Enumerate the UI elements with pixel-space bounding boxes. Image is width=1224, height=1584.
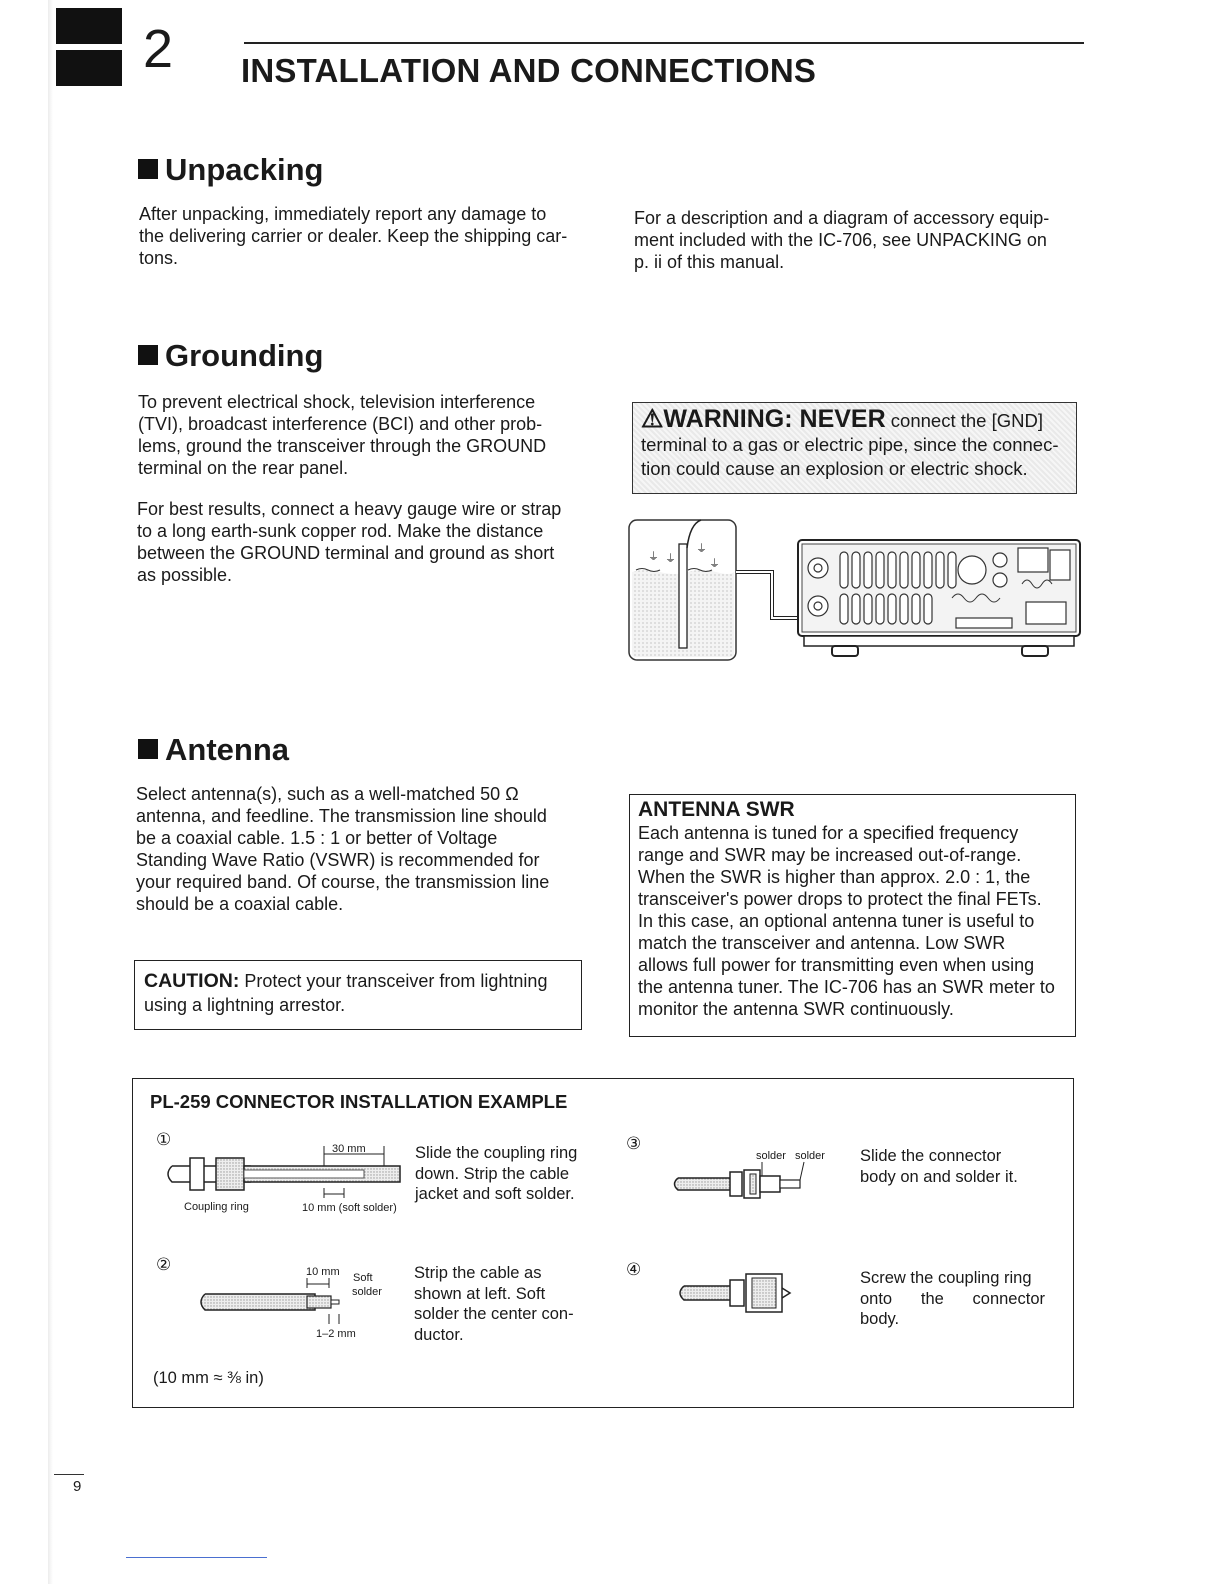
step-3-text: Slide the connector body on and solder it. <box>860 1147 1018 1186</box>
antenna-swr-title: ANTENNA SWR <box>638 798 795 821</box>
warning-triangle-icon: ⚠ <box>641 405 664 433</box>
ground-rod-illustration <box>629 520 736 660</box>
unpacking-heading: Unpacking <box>138 152 323 188</box>
transceiver-rear-illustration <box>798 540 1080 656</box>
warning-line-2: terminal to a gas or electric pipe, since the connec- <box>641 434 1059 455</box>
unpacking-right-text: For a description and a diagram of accessory equip- ment included with the IC-706, see UNPACKING on p. ii of this manual. <box>634 208 1050 272</box>
page-number: 9 <box>73 1478 82 1495</box>
svg-text:⏚: ⏚ <box>696 542 707 555</box>
grounding-para-2: For best results, connect a heavy gauge wire or strap to a long earth-sunk copper rod. Make the distance between the GROUND terminal and ground as short as possible. <box>137 499 562 585</box>
pl259-box <box>132 1078 1074 1408</box>
caution-line-1: CAUTION: Protect your transceiver from lightning <box>144 970 548 992</box>
step-3-label-solder-1: solder <box>756 1150 786 1162</box>
chapter-rule <box>244 42 1084 44</box>
conversion-note: (10 mm ≈ ⅜ in) <box>153 1369 264 1387</box>
pl259-title: PL-259 CONNECTOR INSTALLATION EXAMPLE <box>150 1091 568 1112</box>
antenna-heading: Antenna <box>138 732 289 768</box>
step-4-text: Screw the coupling ring onto the connector body. <box>860 1269 1045 1328</box>
step-2-number: ② <box>156 1255 172 1274</box>
step-2-text: Strip the cable as shown at left. Soft solder the center con- ductor. <box>414 1264 574 1344</box>
chapter-number: 2 <box>143 19 174 79</box>
bottom-link-rule <box>126 1557 267 1558</box>
step-2-cable-illustration <box>195 1272 375 1332</box>
warning-box <box>632 402 1077 494</box>
square-bullet-icon <box>138 345 158 365</box>
step-2-label-1-2mm: 1–2 mm <box>316 1328 356 1340</box>
grounding-heading: Grounding <box>138 338 323 374</box>
step-3-connector-illustration <box>668 1160 828 1210</box>
step-1-label-soft-solder: 10 mm (soft solder) <box>302 1202 397 1214</box>
step-2-label-solder: solder <box>352 1286 382 1298</box>
chapter-tab-lower <box>56 50 122 86</box>
grounding-para-1: To prevent electrical shock, television interference (TVI), broadcast interference (BCI) and other prob- lems, ground the transceiver through the GROUND terminal on the rear panel. <box>138 392 547 478</box>
svg-text:⏚: ⏚ <box>648 550 659 563</box>
svg-text:⏚: ⏚ <box>665 552 676 565</box>
step-2-label-10mm: 10 mm <box>306 1266 340 1278</box>
step-3-label-solder-2: solder <box>795 1150 825 1162</box>
chapter-tab-upper <box>56 8 122 44</box>
warning-line-1: ⚠WARNING: NEVER connect the [GND] <box>641 405 1043 433</box>
step-4-connector-illustration <box>672 1268 802 1318</box>
step-3-number: ③ <box>626 1134 642 1153</box>
step-2-label-soft: Soft <box>353 1272 373 1284</box>
step-4-number: ④ <box>626 1260 642 1279</box>
step-1-text: Slide the coupling ring down. Strip the cable jacket and soft solder. <box>415 1144 578 1203</box>
step-1-number: ① <box>156 1130 172 1149</box>
step-1-label-30mm: 30 mm <box>332 1143 366 1155</box>
grounding-illustration <box>626 514 1086 664</box>
chapter-title: INSTALLATION AND CONNECTIONS <box>241 52 817 89</box>
page-number-rule <box>54 1474 84 1475</box>
square-bullet-icon <box>138 739 158 759</box>
caution-line-2: using a lightning arrestor. <box>144 995 346 1015</box>
antenna-text: Select antenna(s), such as a well-matched 50 Ω antenna, and feedline. The transmission line should be a coaxial cable. 1.5 : 1 or better of Voltage Standing Wave Ratio (VSWR) is recommended for your required band. Of course, the transmission line should be a coaxial cable. <box>136 784 550 914</box>
square-bullet-icon <box>138 159 158 179</box>
caution-box <box>134 960 582 1030</box>
unpacking-left-text: After unpacking, immediately report any damage to the delivering carrier or dealer. Keep the shipping car- tons. <box>139 204 568 268</box>
page-edge-shadow <box>48 0 53 1584</box>
antenna-swr-box <box>629 794 1076 1037</box>
antenna-swr-text: Each antenna is tuned for a specified frequency range and SWR may be increased out-of-range. When the SWR is higher than approx. 2.0 : 1, the transceiver's power drops to protect the final FETs. In this case, an optional antenna tuner is useful to match the transceiver and antenna. Low SWR allows full power for transmitting even when using the antenna tuner. The IC-706 has an SWR meter to monitor the antenna SWR continuously. <box>638 823 1055 1019</box>
warning-label: WARNING: NEVER <box>663 405 886 433</box>
caution-label: CAUTION: <box>144 970 240 992</box>
warning-line-3: tion could cause an explosion or electric shock. <box>641 458 1028 479</box>
step-1-label-coupling-ring: Coupling ring <box>184 1201 249 1213</box>
svg-text:⏚: ⏚ <box>709 557 720 570</box>
